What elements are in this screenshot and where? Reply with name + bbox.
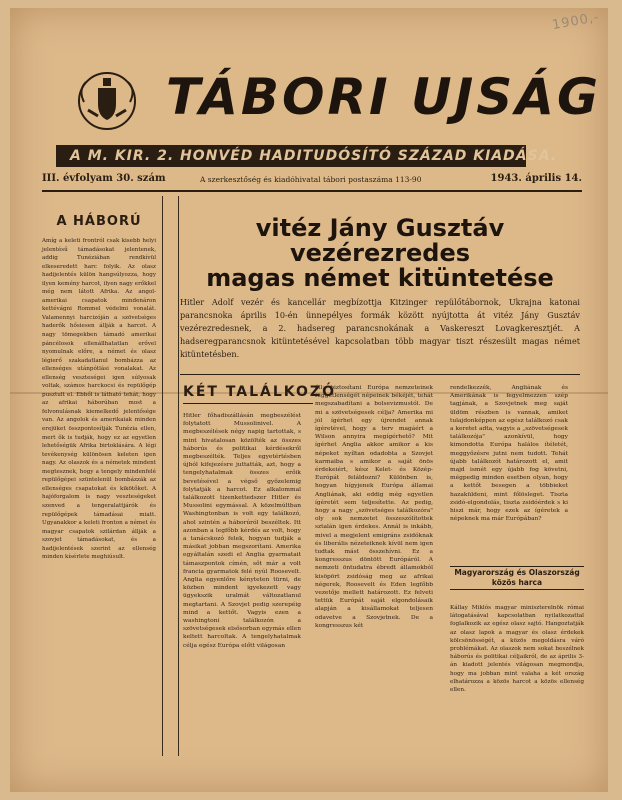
office-address: A szerkesztőség és kiadóhivatal tábori postaszáma 113-90 bbox=[200, 175, 422, 184]
article-column: Hitler főhadiszállásán megbeszélést folytatott Mussolinivel. A megbeszélések négy napig tartottak, s mint hivatalosan közölték az összes háborús és politikai kérdésekről megbeszélték. Teljes egyetértésben újból kifejezésre juttatták, azt, hogy a tengelyhatalmak összes erőik bevetésével a végső győzelemig folytatják a harcot. Ez alkalommal találkozott tizenkettedszer Hitler és Mussolini egymással. A közelmúltban Washingtonban is volt egy találkozó, ahol szintén a háborúról beszéltek. Itt azonban a legfőbb kérdés az volt, hogy a tanácskozó felek, hogyan tudják a másikat jobban megszorítani. Amerika egyáltalán szedi el Anglia gyarmatait támaszpontok címén, sőt már a volt francia gyarmatok felé nyúl Roosevelt. Anglia egyenlőre kényteten türni, de közben mindent igyekezett vagy ügyekszik uralmát változatlanul megtartani. A Szovjet pedig szerepéig mind a kettőt. Vagyis ezen a washingtoni találkozón a szövetségesek elsősorban egymás ellen keltett harcoltak. A tengelyhatalmak célja egész Európa előtt világosan bbox=[183, 413, 301, 649]
issue-number: III. évfolyam 30. szám bbox=[42, 173, 166, 184]
left-article-title: A HÁBORÚ bbox=[56, 214, 142, 229]
lead-paragraph: Hitler Adolf vezér és kancellár megbízottja Kitzinger repülőtábornok, Ukrajna katonai parancsnoka április 10-én ünnepélyes formák között nyújtotta át vitéz Jány Gusztáv vezérezredesnek, a 2. hadsereg parancsnokának a Vaskereszt Lovagkeresztjét. A hadseregparancsnok kitüntetésével kapcsolatban több magyar tiszt részesült magas német kitüntetésben. bbox=[180, 297, 580, 359]
coat-of-arms-icon bbox=[76, 70, 138, 132]
article-column: rendelkezzék, Angliának és Amerikának is fegyelmezzen szép tagjának, a Szovjetnek meg saját üldöm részben is vannak, amiket tulajdonképpen az egész találkozó csak a keretet adta, vagyis a „szövetségesek találkozója" azonkívül, hogy kimondotta Európa halálos ítéletét, meggyőzésre jutni nem tudott. Tehát újabb találkozót határozott el, amit majd ismét egy újabb fog követni, mégpedig minden esetben olyan, hogy a kettőt besegen a többieket hazaküldeni, mint főlösleget. Tiszta zsidó-elgondolás, tiszta zsidóérdek s ki hiszi már, hogy ezek az ígéretek a népeknek ma már Európában? bbox=[450, 385, 568, 523]
section-title-rule bbox=[183, 403, 313, 404]
headline-line: vezérezredes bbox=[289, 239, 471, 267]
masthead bbox=[70, 58, 601, 138]
dateline bbox=[42, 173, 582, 189]
header-rule bbox=[42, 190, 582, 192]
boxed-article-text: Kállay Miklós magyar miniszterelnök római látogatásával kapcsolatban nyilatkozattal foglalkozik az egész olasz sajtó. Hangoztatják az olasz lapok a magyar és olasz érdekek kölcsönösségét, a közös megoldásra váró problémákat. Az olaszok nem sokat beszélnek háborús és politikai céljaikról, de az április 3-án kiadott jelentés világosan megmondja, hogy ma jobban mint valaha a két ország elhatározza a közös harcot a közös ellenség ellen. bbox=[450, 605, 584, 694]
article-column: áll: biztosítani Európa nemzeteinek függetlenségét népeinek békéjét, tehát megszabadítani a bolsevizmustól. De mi a szövetségesek célja? Amerika mi jól ígérhet egy újrendet annak ígéretével, hogy a terv magáért a Wilson annyira megígérhető? Mit ígérhet Anglia akkor amikor a kis népeket nyíltan odadobta a Szovjet karmaiba s amikor a saját önös érdekeiért, kész Kelet- és Közép-Európát feláldozni? Különben is, hogyan hígyjenek Európa államai Angliának, aki eddig még egyetlen ígéretét sem teljesítette. Az pedig, hogy a nagy „szövetséges találkozóra" oly sok nemzetet összeszólítottek sztalán igen érdekes. Annál is inkább, mivel a megjelent emigráns zsidóknak és liberális nézeteiknek kívül nem igen tudtak mást összehívni. Ez a kongresszus döntött Európáról. A nemzeti öntudatra ébredt államokból kisöpört zsidóság meg az afrikai négerek, Roosevelt és Eden legfőbb vezetője mellett határozott. Ez felveti tettük Európát saját elgondolásaik alapján a kisállamokat teljesen odavetve a Szovjetnek. De a kongresszus két bbox=[315, 385, 433, 629]
section-title: KÉT TALÁLKOZÓ bbox=[183, 384, 336, 400]
column-divider bbox=[162, 196, 163, 756]
handwritten-price-note: 1900,- bbox=[551, 9, 601, 34]
section-rule bbox=[180, 374, 580, 375]
newspaper-subtitle: A M. KIR. 2. HONVÉD HADITUDÓSÍTÓ SZÁZAD KIADÁSA. bbox=[70, 148, 558, 164]
issue-date: 1943. április 14. bbox=[490, 173, 582, 184]
column-divider bbox=[178, 196, 179, 756]
headline-line: magas német kitüntetése bbox=[206, 264, 554, 292]
main-headline bbox=[180, 216, 580, 291]
headline-line: vitéz Jány Gusztáv bbox=[255, 214, 505, 242]
boxed-headline: Magyarország és Olaszország közös harca bbox=[454, 568, 580, 587]
newspaper-title: TÁBORI UJSÁG bbox=[166, 68, 601, 126]
left-article bbox=[42, 200, 156, 562]
left-article-text: Amíg a keleti frontról csak kisebb helyi jelentésű támadásokat jelentenek, addig Tunéziában rendkívül elkeseredett harc folyik. Az olasz hadijelentés külön hangsúlyozza, hogy ilyen kemény harcot, ilyen nagy erőkkel még nem látott Afrika. Az angol-amerikai csapatok mindenáron kettévágni Rommel védelmi vonalát. Valamennyi harcizóján a szövetséges haderők hősiesen állják a harcot. A nagy tömegekben támadó amerikai páncélosok ellenállhatatlan erővel nyomulnak előre, a német és olasz légierő szakadatlanul bombázza az ellenséges utánpótlási vonalakat. Az ellenség veszteségei igen súlyosak voltak, számos harckocsi és repülőgép pusztult el. Ebből is látható tehát, hogy az afrikai háborúban most a felvonulásnak kiemelkedő jelentősége van. Az angolok és amerikaiak minden erejüket összpontosítják Tunézia ellen, mert ők is tudják, hogy ez az egyetlen lehetőségük Afrika birtoklására. A légi tevékenység különösen keleten igen nagy. Az olaszok és a németek mindent megtesznek, hogy a tengely mindenfelé repülőgépei szüntelenül bombázzák az ellenséges csapatokat és kikötőket. A hajóforgalom is nagy veszteségeket szenved a tengeralattjárók és repülőgépek támadásai miatt. Ugyanakkor a keleti fronton a német és magyar csapatok szilárdan állják a szovjet támadásokat, és a hadijelentések szerint az ellenség minden kísérlete meghiúsult. bbox=[42, 238, 156, 561]
